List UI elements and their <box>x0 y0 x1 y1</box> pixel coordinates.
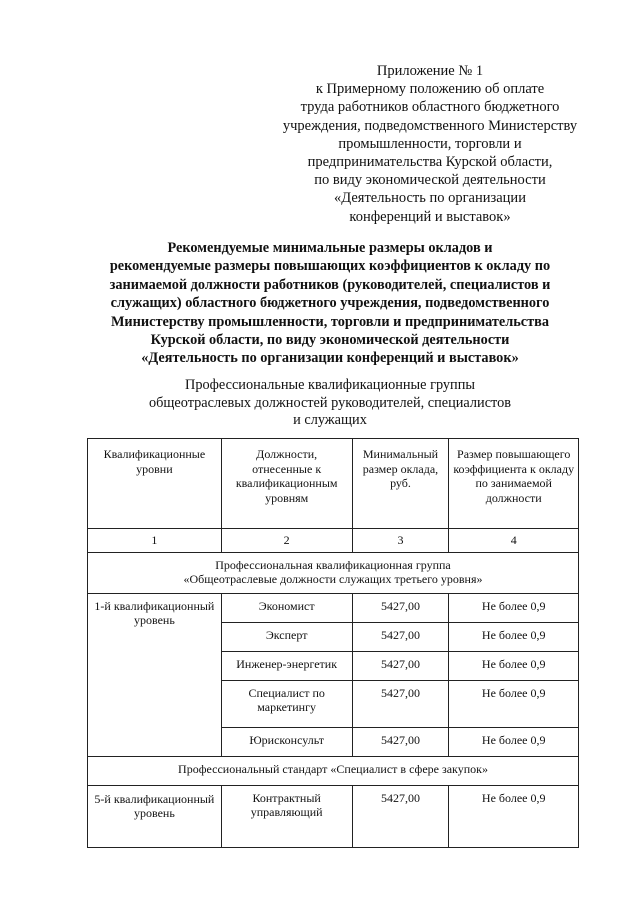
table-row <box>88 785 579 847</box>
column-number: 1 <box>88 529 222 553</box>
column-number: 3 <box>352 529 449 553</box>
title-line: Министерству промышленности, торговли и предпринимательства <box>110 313 550 330</box>
group-title-cell <box>88 552 579 593</box>
appendix-header <box>240 62 620 226</box>
coefficient-cell: Не более 0,9 <box>449 593 579 622</box>
table-header-row <box>88 439 579 529</box>
salary-cell: 5427,00 <box>352 785 449 847</box>
title-line: Курской области, по виду экономической деятельности <box>150 332 510 349</box>
header-cell: Должности, отнесенные к квалификационным уровням <box>221 439 352 529</box>
salary-cell: 5427,00 <box>352 651 449 680</box>
section-subtitle <box>80 377 580 430</box>
header-cell: Минимальный размер оклада, руб. <box>352 439 449 529</box>
salary-cell: 5427,00 <box>352 593 449 622</box>
appendix-line: Приложение № 1 <box>376 63 484 79</box>
title-line: рекомендуемые размеры повышающих коэффициентов к окладу по <box>109 258 551 275</box>
appendix-line: к Примерному положению об оплате <box>315 81 545 98</box>
position-cell: Контрактный управляющий <box>221 785 352 847</box>
salary-cell: 5427,00 <box>352 680 449 727</box>
appendix-line: предпринимательства Курской области, <box>307 154 553 171</box>
header-cell: Размер повышающего коэффициента к окладу по занимаемой должности <box>449 439 579 529</box>
qualification-level-cell: 1-й квалификационный уровень <box>88 593 222 756</box>
position-cell: Юрисконсульт <box>221 727 352 756</box>
subtitle-line: Профессиональные квалификационные группы <box>185 377 475 393</box>
group-title-cell: Профессиональный стандарт «Специалист в сфере закупок» <box>88 756 579 785</box>
title-line: «Деятельность по организации конференций и выставок» <box>141 350 519 367</box>
group-title-line: «Общеотраслевые должности служащих третьего уровня» <box>183 572 483 586</box>
subtitle-line: общеотраслевых должностей руководителей, специалистов <box>149 394 511 411</box>
appendix-line: промышленности, торговли и <box>338 135 522 152</box>
title-line: служащих) областного бюджетного учреждения, подведомственного <box>110 295 550 312</box>
header-cell: Квалификационные уровни <box>88 439 222 529</box>
position-cell: Эксперт <box>221 622 352 651</box>
coefficient-cell: Не более 0,9 <box>449 651 579 680</box>
group-title-row <box>88 552 579 593</box>
coefficient-cell: Не более 0,9 <box>449 727 579 756</box>
title-line: Рекомендуемые минимальные размеры окладов и <box>167 240 493 256</box>
salary-cell: 5427,00 <box>352 727 449 756</box>
position-cell: Экономист <box>221 593 352 622</box>
group-title-row <box>88 756 579 785</box>
table-row <box>88 593 579 622</box>
coefficient-cell: Не более 0,9 <box>449 680 579 727</box>
coefficient-cell: Не более 0,9 <box>449 622 579 651</box>
table-number-row <box>88 529 579 553</box>
column-number: 2 <box>221 529 352 553</box>
position-cell: Инженер-энергетик <box>221 651 352 680</box>
appendix-line: труда работников областного бюджетного <box>300 99 560 116</box>
salary-cell: 5427,00 <box>352 622 449 651</box>
group-title-line: Профессиональная квалификационная группа <box>215 557 451 572</box>
column-number: 4 <box>449 529 579 553</box>
appendix-line: «Деятельность по организации <box>334 190 526 207</box>
title-line: занимаемой должности работников (руководителей, специалистов и <box>109 276 551 293</box>
appendix-line: по виду экономической деятельности <box>314 172 546 189</box>
document-title <box>80 239 580 368</box>
appendix-line: учреждения, подведомственного Министерству <box>282 117 578 134</box>
salary-table <box>87 438 579 848</box>
qualification-level-cell: 5-й квалификационный уровень <box>88 785 222 847</box>
position-cell: Специалист по маркетингу <box>221 680 352 727</box>
subtitle-line: и служащих <box>293 412 367 428</box>
appendix-line: конференций и выставок» <box>349 208 511 225</box>
coefficient-cell: Не более 0,9 <box>449 785 579 847</box>
